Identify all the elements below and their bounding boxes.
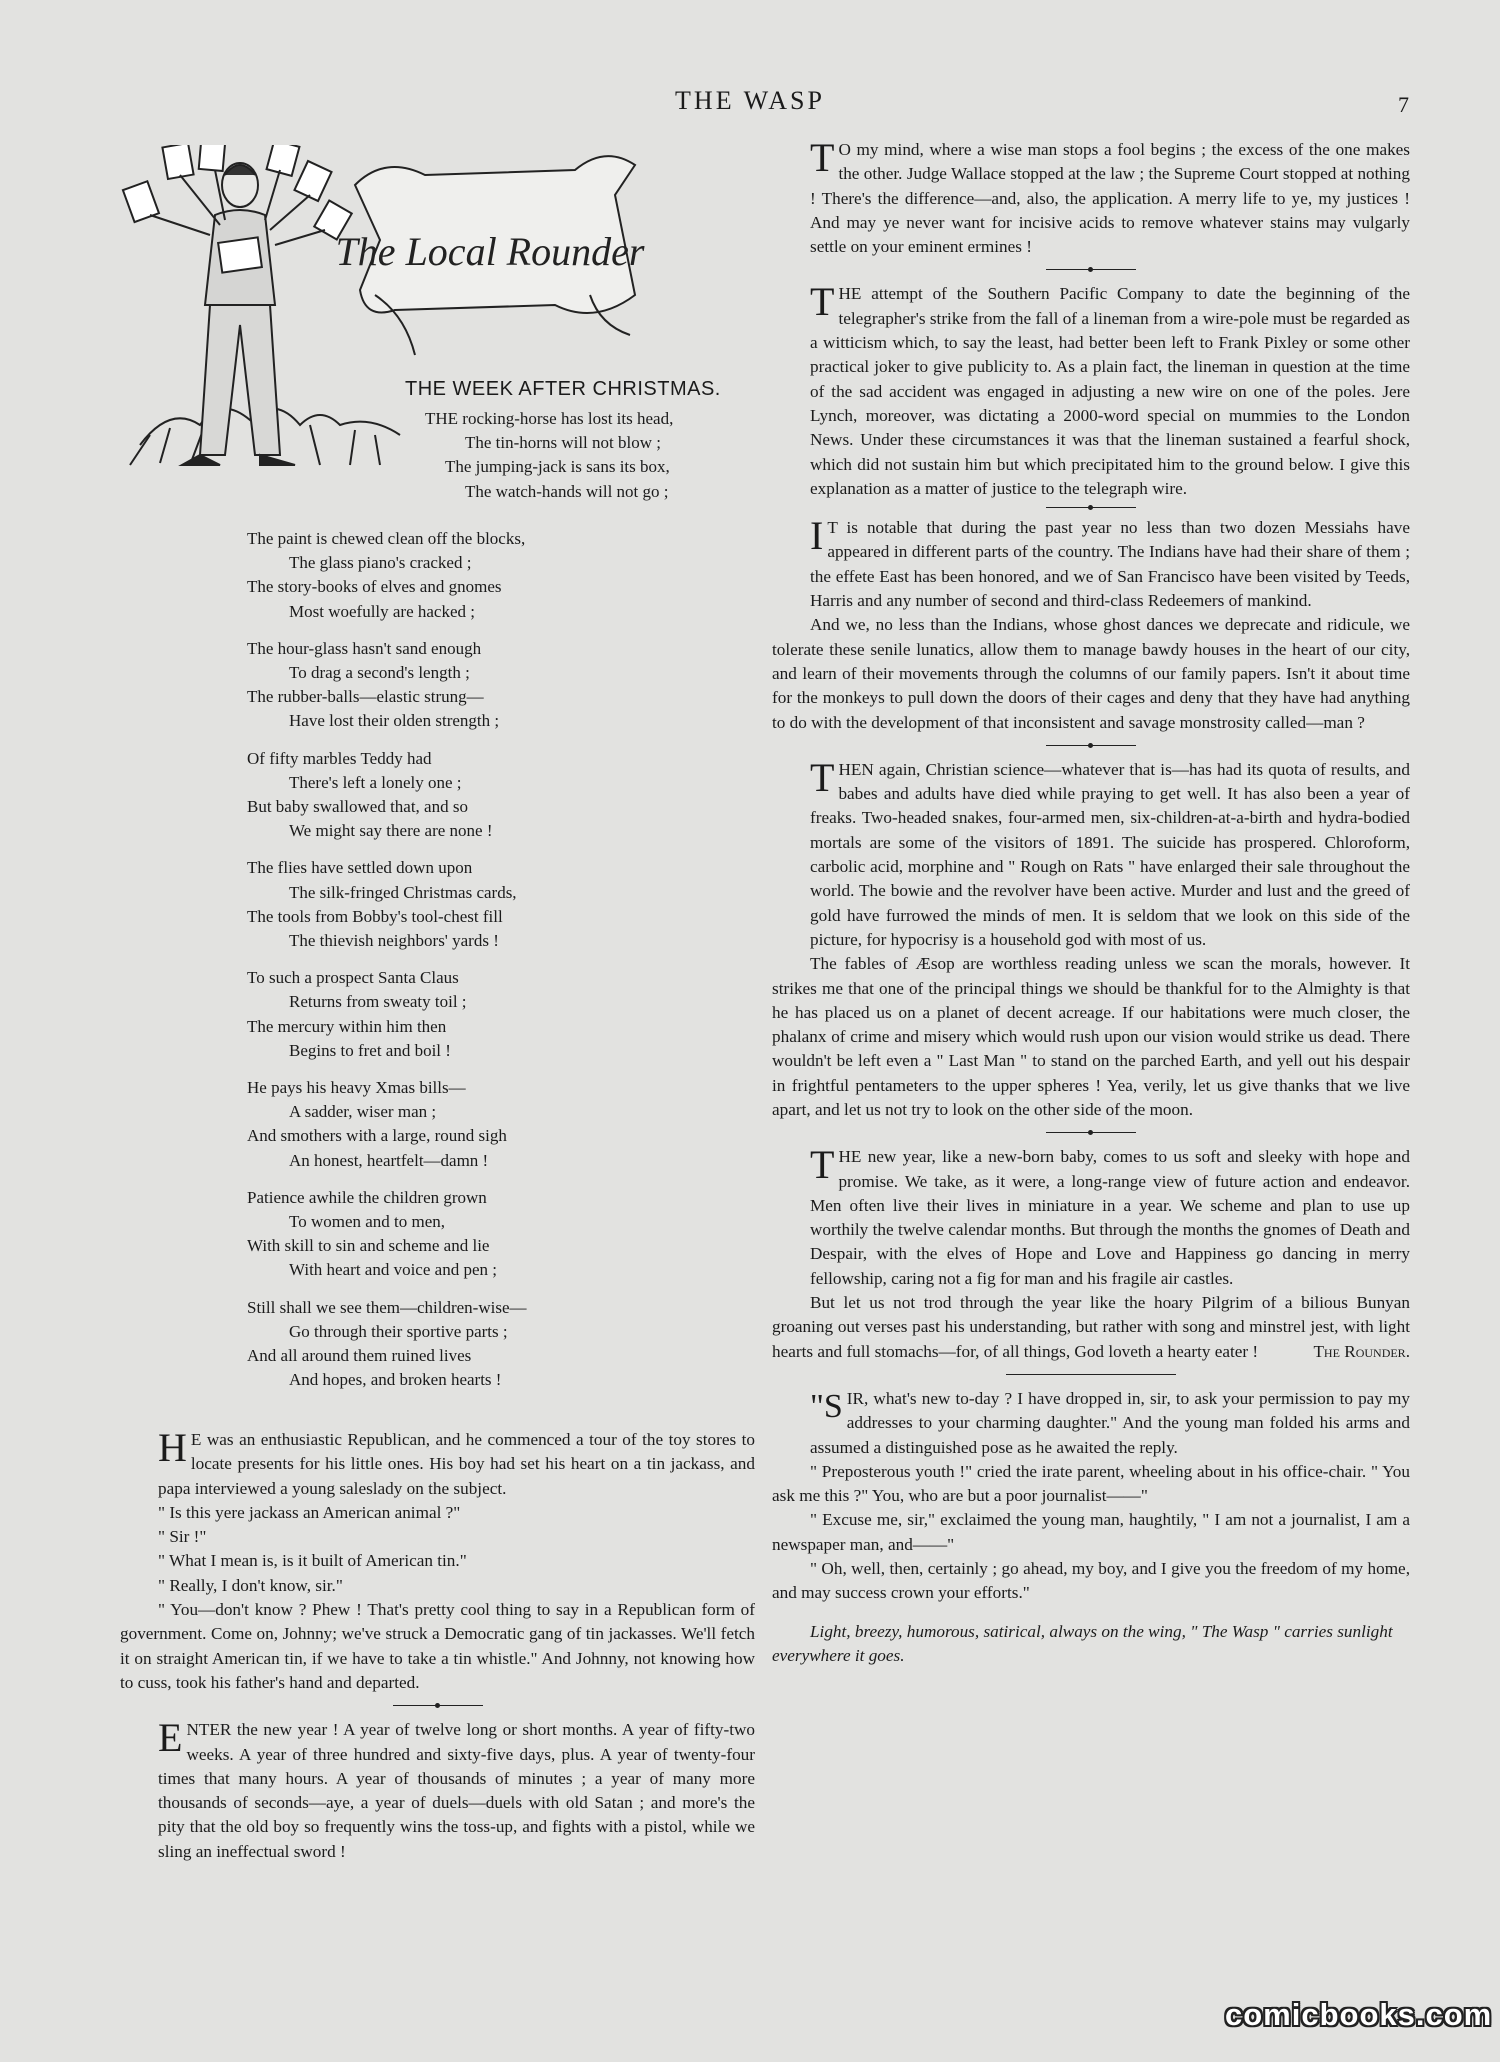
section-divider (1006, 1374, 1176, 1375)
poem-stanza (247, 637, 527, 734)
paragraph (772, 1291, 1410, 1364)
paragraph-text: HE attempt of the Southern Pacific Company to date the beginning of the telegrapher's strike from the fall of a lineman from a wire-pole must be regarded as a witticism which, to say the least, had better been left to Frank Pixley or some other practical joker to give publicity to. As a plain fact, the lineman in question at the time of the sad accident was engaged in adjusting a new wire on one of the poles. Jere Lynch, moreover, was dictating a 2000-word special on mummies to the London News. Under these circumstances it was that the lineman sustained a fearful shock, which did not sustain him but which precipitated him to the ground below. I give this explanation as a matter of justice to the telegraph wire. (810, 284, 1410, 498)
page-number: 7 (1398, 92, 1409, 117)
paragraph-text: E was an enthusiastic Republican, and he commenced a tour of the toy stores to locate presents for his little ones. His boy had set his heart on a tin jackass, and papa interviewed a young saleslady on the subject. (158, 1430, 755, 1498)
signature: The Rounder. (1313, 1341, 1410, 1361)
poem-line: An honest, heartfelt—damn ! (289, 1150, 489, 1170)
drop-cap: I (810, 513, 824, 559)
tagline: Light, breezy, humorous, satirical, always on the wing, " The Wasp " carries sunlight everywhere it goes. (772, 1621, 1393, 1665)
paragraph-text: T is notable that during the past year no less than two dozen Messiahs have appeared in different parts of the country. The Indians have had their share of them ; the effete East has been honored, and we of San Francisco have been visited by Teeds, Harris and any number of second and third-class Redeemers of mankind. (810, 518, 1410, 611)
poem-intro (425, 407, 673, 504)
poem-line: The hour-glass hasn't sand enough (247, 638, 482, 658)
poem-stanza (247, 747, 527, 844)
drop-cap: T (810, 1142, 835, 1188)
drop-cap: T (810, 754, 835, 800)
poem-line: There's left a lonely one ; (289, 772, 462, 792)
masthead-title: THE WASP (675, 86, 825, 115)
dialog-line: " What I mean is, is it built of American tin." (158, 1551, 467, 1571)
poem-line: The watch-hands will not go ; (465, 481, 669, 501)
paragraph (772, 1387, 1410, 1460)
section-divider (1046, 745, 1136, 746)
section-divider (1046, 507, 1136, 508)
poem-stanza (247, 966, 527, 1063)
paragraph: And we, no less than the Indians, whose ghost dances we deprecate and ridicule, we tolerate these senile lunatics, allow them to manage bawdy houses in the heart of our city, and learn of their movements through the columns of our family papers. Isn't it about time for the monkeys to pull down the doors of their cages and deny that they have had anything to do with the development of that inconsistent and savage monstrosity called—man ? (772, 615, 1410, 732)
poem-line: Patience awhile the children grown (247, 1187, 487, 1207)
poem-line: With heart and voice and pen ; (289, 1260, 497, 1280)
section-divider (1046, 1132, 1136, 1133)
paragraph-text: HE new year, like a new-born baby, comes to us soft and sleeky with hope and promise. We take, as it were, a long-range view of future action and endeavor. Men often live their lives in miniature in a year. We scheme and plan to use up worthily the twelve calendar months. But through the months the gnomes of Death and Despair, with the elves of Hope and Love and Happiness go dancing in merry fellowship, caring not a fig for man and his fragile air castles. (810, 1147, 1410, 1288)
paragraph (772, 135, 1410, 259)
section-divider (1046, 269, 1136, 270)
jackass-paragraph (120, 1425, 755, 1501)
poem-line: And hopes, and broken hearts ! (289, 1370, 502, 1390)
paragraph (772, 754, 1410, 952)
poem-stanza (247, 856, 527, 953)
left-column (120, 1425, 755, 1864)
poem-line: To women and to men, (289, 1212, 446, 1232)
poem-line: The flies have settled down upon (247, 858, 473, 878)
poem-line: The jumping-jack is sans its box, (445, 457, 670, 477)
poem-line: We might say there are none ! (289, 821, 493, 841)
paragraph (772, 513, 1410, 613)
paragraph-text: O my mind, where a wise man stops a fool begins ; the excess of the one makes the other. Judge Wallace stopped at the law ; the Supreme Court stopped at nothing ! There's the difference—and, also, the application. A merry life to ye, my justices ! And may ye never want for incisive acids to remove whatever stains may vulgarly settle on your eminent ermines ! (810, 140, 1410, 257)
watermark-text: comicbooks.com (1225, 1997, 1493, 2032)
poem-line: And smothers with a large, round sigh (247, 1126, 507, 1146)
poem-line: Go through their sportive parts ; (289, 1321, 508, 1341)
poem-line: Returns from sweaty toil ; (289, 992, 467, 1012)
poem-stanza (247, 527, 527, 624)
dialog-line: " Oh, well, then, certainly ; go ahead, my boy, and I give you the freedom of my home, and may success crown your efforts." (772, 1559, 1410, 1603)
paragraph-text: NTER the new year ! A year of twelve long or short months. A year of fifty-two weeks. A year of three hundred and sixty-five days, plus. A year of twenty-four times that many hours. A year of thousands of minutes ; a year of many more thousands of seconds—aye, a year of duels—duels with old Satan ; and more's the pity that the old boy so frequently wins the toss-up, and fights with a pistol, while we sling an ineffectual sword ! (158, 1720, 755, 1861)
section-divider (393, 1705, 483, 1706)
dialog-line: " Is this yere jackass an American animal ?" (158, 1502, 461, 1522)
poem-line: The silk-fringed Christmas cards, (289, 882, 517, 902)
poem-line: The story-books of elves and gnomes (247, 577, 502, 597)
dialog-line: " You—don't know ? Phew ! That's pretty cool thing to say in a Republican form of government. Come on, Johnny; we've struck a Democratic gang of tin jackasses. We'll fetch it on straight American tin, if we have to take a tin whistle." And Johnny, not knowing how to cuss, took his father's hand and departed. (120, 1600, 755, 1692)
poem-line: Of fifty marbles Teddy had (247, 748, 432, 768)
dialog-line: " Really, I don't know, sir." (158, 1575, 343, 1595)
poem-line: With skill to sin and scheme and lie (247, 1236, 490, 1256)
paragraph (772, 279, 1410, 501)
poem-line: The paint is chewed clean off the blocks, (247, 529, 526, 548)
paragraph-text: HEN again, Christian science—whatever that is—has had its quota of results, and babes and adults have died while praying to get well. It has also been a year of freaks. Two-headed snakes, four-armed men, six-children-at-a-birth and hydra-bodied mortals are some of the visitors of 1891. The suicide has prospered. Chloroform, carbolic acid, morphine and " Rough on Rats " have enlarged their sale throughout the world. The bowie and the revolver have been active. Murder and lust and the greed of gold have furrowed the minds of men. It is seldom that we look on this side of the picture, for hypocrisy is a household god with most of us. (810, 759, 1410, 949)
poem-line: Still shall we see them—children-wise— (247, 1297, 527, 1317)
poem-line: THE rocking-horse has lost its head, (425, 409, 674, 428)
drop-cap: H (158, 1425, 187, 1470)
poem-line: The mercury within him then (247, 1016, 447, 1036)
poem-line: And all around them ruined lives (247, 1346, 472, 1366)
poem-stanza (247, 1186, 527, 1283)
paragraph-text: IR, what's new to-day ? I have dropped in, sir, to ask your permission to pay my addresses to your charming daughter." And the young man folded his arms and assumed a distinguished pose as he awaited the reply. (810, 1388, 1410, 1457)
poem-line: To such a prospect Santa Claus (247, 968, 459, 988)
newyear-paragraph (120, 1715, 755, 1864)
poem-line: Most woefully are hacked ; (289, 601, 475, 621)
paragraph (772, 1142, 1410, 1291)
poem-stanza (247, 1296, 527, 1393)
poem-line: Have lost their olden strength ; (289, 711, 500, 731)
poem-line: The tools from Bobby's tool-chest fill (247, 906, 503, 926)
banner-text: The Local Rounder (335, 229, 645, 274)
drop-cap: T (810, 279, 835, 325)
right-column (772, 135, 1410, 1668)
poem-line: The tin-horns will not blow ; (465, 433, 661, 453)
drop-cap: T (810, 135, 835, 180)
dialog-line: " Sir !" (158, 1527, 207, 1547)
poem-line: Begins to fret and boil ! (289, 1040, 451, 1060)
poem-body (247, 527, 527, 1406)
paragraph-text: But let us not trod through the year like the hoary Pilgrim of a bilious Bunyan groaning out verses past his understanding, but rather with song and minstrel jest, with light hearts and full stomachs—for, of all things, God loveth a hearty eater ! (772, 1293, 1410, 1361)
poem-line: He pays his heavy Xmas bills— (247, 1078, 466, 1098)
poem-line: The thievish neighbors' yards ! (289, 931, 499, 951)
poem-line: A sadder, wiser man ; (289, 1102, 437, 1122)
dialog-line: " Preposterous youth !" cried the irate parent, wheeling about in his office-chair. " You ask me this ?" You, who are but a poor journalist——" (772, 1461, 1410, 1506)
poem-line: But baby swallowed that, and so (247, 797, 468, 817)
poem-line: The rubber-balls—elastic strung— (247, 687, 484, 707)
poem-headline: THE WEEK AFTER CHRISTMAS. (405, 378, 721, 400)
poem-line: The glass piano's cracked ; (289, 553, 472, 573)
drop-cap: E (158, 1715, 183, 1761)
drop-cap: "S (810, 1387, 843, 1425)
dialog-line: " Excuse me, sir," exclaimed the young man, haughtily, " I am not a journalist, I am a newspaper man, and——" (772, 1510, 1410, 1554)
poem-line: To drag a second's length ; (289, 663, 470, 683)
paragraph: The fables of Æsop are worthless reading unless we scan the morals, however. It strikes me that one of the principal things we should be thankful for to the Almighty is that he has placed us on a planet of decent acreage. If our habitations were much closer, the phalanx of crime and misery which would rush upon our vision would strike us dead. There wouldn't be left even a " Last Man " to stand on the parched Earth, and yell out his despair in frightful pentameters to the upper spheres ! Yea, verily, let us give thanks that we live apart, and let us not try to look on the other side of the moon. (772, 954, 1410, 1119)
poem-stanza (247, 1076, 527, 1173)
